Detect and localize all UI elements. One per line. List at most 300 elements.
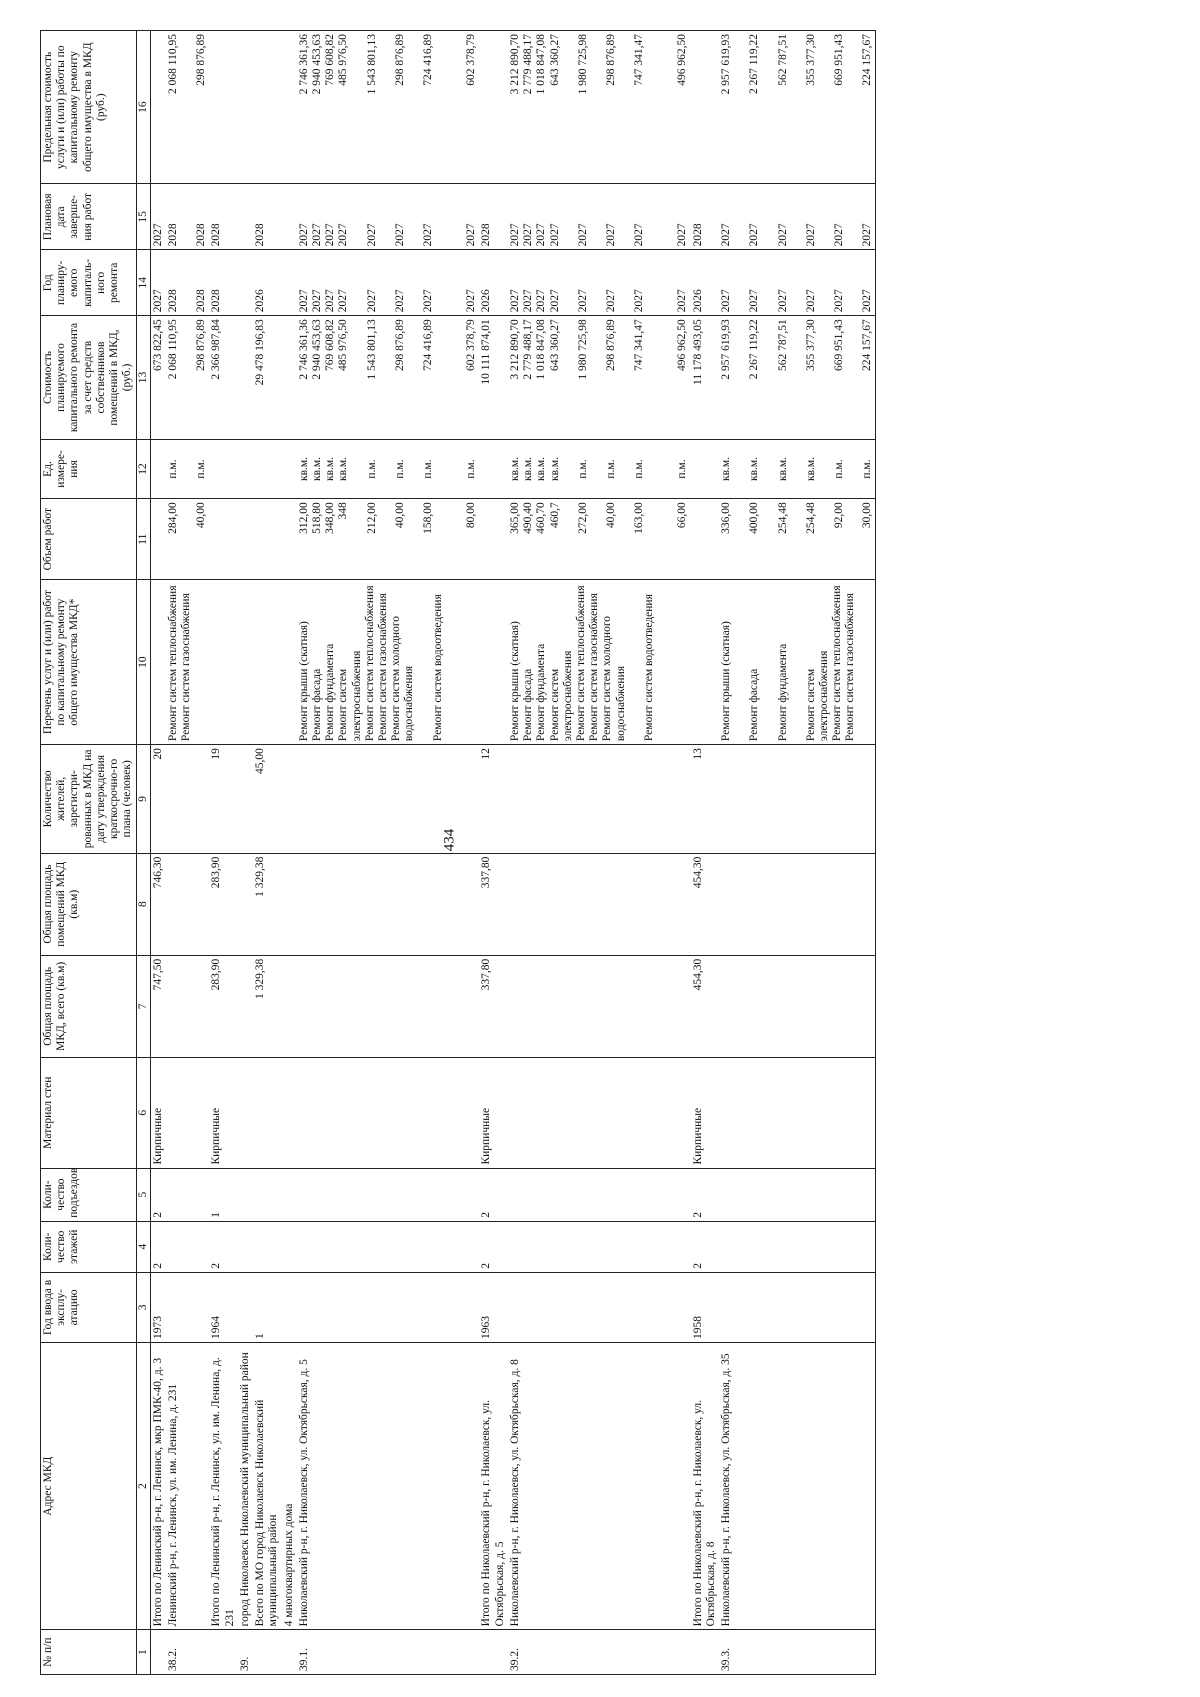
work-item: Ремонт фундамента	[535, 643, 548, 742]
max-cost-item: 485 976,50	[337, 34, 350, 86]
cost-item: 2 940 453,63	[310, 319, 323, 380]
date-item: 2028	[166, 223, 179, 247]
address-cell: Итого по Николаевский р-н, г. Николаевск, ул. Октябрьская, д. 8	[691, 1343, 719, 1630]
header-cell: Плановая дата заверше-ния работ	[41, 184, 137, 250]
max-cost-item: 1 980 725,98	[576, 34, 589, 95]
volume-item: 40,00	[393, 502, 406, 529]
work-item: Ремонт систем водоотведения	[431, 594, 444, 742]
row-number: 38.2.	[166, 1630, 209, 1675]
premises-area-cell	[719, 853, 876, 955]
date-item: 2027	[393, 223, 406, 247]
works-cell	[508, 580, 691, 745]
year-item: 2027	[776, 289, 789, 313]
entrances-cell: 2	[691, 1168, 719, 1221]
works-cell	[209, 580, 237, 745]
work-item: Ремонт систем теплоснабжения	[363, 585, 376, 742]
max-cost-item: 298 876,89	[195, 34, 208, 86]
premises-area-cell	[166, 853, 209, 955]
cost-item: 643 360,27	[548, 319, 561, 372]
total-row	[691, 31, 719, 1675]
max-cost-cell	[297, 31, 480, 184]
row-number	[150, 1630, 166, 1675]
date-item: 2027	[337, 223, 350, 247]
completion-date-cell	[508, 184, 691, 250]
repair-year-cell: 2026	[479, 250, 507, 316]
header-cell: Коли-чество этажей	[41, 1221, 137, 1272]
premises-area-cell: 746,30	[150, 853, 166, 955]
column-number: 11	[136, 499, 150, 580]
total-area-cell	[508, 955, 691, 1057]
max-cost-cell	[253, 31, 281, 184]
floors-cell: 2	[209, 1221, 237, 1272]
volume-item: 254,48	[776, 502, 789, 534]
header-cell: Стоимость планируемого капитального ремонта за счет средств собственников помещений в МКД, (руб.)	[41, 316, 137, 439]
column-number: 10	[136, 580, 150, 745]
wall-material-cell	[508, 1057, 691, 1168]
floors-cell	[508, 1221, 691, 1272]
wall-material-cell: Кирпичные	[209, 1057, 237, 1168]
unit-item: п.м.	[861, 459, 874, 479]
work-item: Ремонт фасада	[310, 668, 323, 742]
date-item: 2027	[297, 223, 310, 247]
max-cost-cell	[719, 31, 876, 184]
work-item: Ремонт систем теплоснабжения	[166, 585, 179, 742]
year-item: 2027	[605, 289, 617, 313]
address-cell: город Николаевск Николаевский муниципальный район	[238, 1343, 253, 1630]
works-cell	[719, 580, 876, 745]
wall-material-cell: Кирпичные	[691, 1057, 719, 1168]
total-row	[479, 31, 507, 1675]
residents-cell	[508, 745, 691, 854]
volume-item: 336,00	[720, 502, 733, 534]
work-item: Ремонт систем теплоснабжения	[575, 585, 587, 742]
volume-item: 518,80	[310, 502, 323, 534]
column-number: 3	[136, 1272, 150, 1342]
date-item: 2027	[324, 223, 337, 247]
year-item: 2027	[804, 289, 817, 313]
cost-item: 2 068 110,95	[166, 319, 179, 380]
header-cell: Год ввода в эксплу-атацию	[41, 1272, 137, 1342]
year-item: 2027	[576, 289, 589, 313]
cost-item: 562 787,51	[776, 319, 789, 372]
column-number: 2	[136, 1343, 150, 1630]
works-cell	[479, 580, 507, 745]
cost-item: 2 746 361,36	[297, 319, 310, 380]
date-item: 2027	[365, 223, 378, 247]
column-number: 9	[136, 745, 150, 854]
repair-year-cell: 2027	[150, 250, 166, 316]
unit-item: кв.м.	[548, 456, 561, 482]
work-item: Ремонт фундамента	[776, 643, 789, 742]
year-item: 2027	[720, 289, 733, 313]
cost-cell: 10 111 874,01	[479, 316, 507, 439]
date-item: 2028	[195, 223, 208, 247]
cost-item: 355 377,30	[804, 319, 817, 372]
building-row	[508, 31, 691, 1675]
cost-item: 298 876,89	[393, 319, 406, 372]
cost-item: 3 212 890,70	[508, 319, 521, 380]
row-number	[691, 1630, 719, 1675]
year-built-cell	[508, 1272, 691, 1342]
year-built-cell	[297, 1272, 480, 1342]
year-item: 2027	[324, 289, 337, 313]
column-number: 15	[136, 184, 150, 250]
year-item: 2027	[393, 289, 406, 313]
work-item: Ремонт систем теплоснабжения	[831, 585, 844, 742]
repair-plan-table	[40, 30, 876, 1675]
unit-item: п.м.	[605, 459, 617, 479]
unit-item: п.м.	[832, 459, 845, 479]
max-cost-item: 2 267 119,22	[748, 34, 761, 94]
premises-area-cell	[297, 853, 480, 955]
cost-cell	[719, 316, 876, 439]
volume-item: 40,00	[195, 502, 208, 529]
cost-cell: 11 178 493,05	[691, 316, 719, 439]
work-item: Ремонт систем холодного водоснабжения	[390, 615, 416, 742]
max-cost-cell	[508, 31, 691, 184]
floors-cell	[253, 1221, 281, 1272]
max-cost-item: 3 212 890,70	[508, 34, 521, 95]
unit-item: п.м.	[195, 459, 208, 479]
row-number	[479, 1630, 507, 1675]
date-item: 2027	[522, 223, 535, 247]
column-number: 16	[136, 31, 150, 184]
wall-material-cell	[719, 1057, 876, 1168]
unit-cell	[479, 439, 507, 499]
year-built-cell	[166, 1272, 209, 1342]
max-cost-item: 2 068 110,95	[166, 34, 179, 94]
volume-cell	[209, 499, 237, 580]
works-cell	[691, 580, 719, 745]
date-item: 2027	[535, 223, 548, 247]
column-number: 8	[136, 853, 150, 955]
unit-item: п.м.	[166, 459, 179, 479]
volume-item: 80,00	[465, 502, 478, 529]
date-item: 2027	[508, 223, 521, 247]
max-cost-item: 298 876,89	[605, 34, 617, 86]
wall-material-cell: Кирпичные	[150, 1057, 166, 1168]
floors-cell: 2	[150, 1221, 166, 1272]
page-number: 434	[441, 828, 458, 852]
work-item: Ремонт крыши (скатная)	[508, 621, 521, 742]
repair-year-cell: 2026	[691, 250, 719, 316]
residents-cell: 19	[209, 745, 237, 854]
row-number: 39.1.	[297, 1630, 480, 1675]
work-item: Ремонт фасада	[748, 668, 761, 742]
row-number	[282, 1630, 297, 1675]
floors-cell: 2	[479, 1221, 507, 1272]
column-number: 14	[136, 250, 150, 316]
year-item: 2027	[508, 289, 521, 313]
cost-item: 224 157,67	[861, 319, 874, 372]
max-cost-cell	[150, 31, 166, 184]
building-row	[297, 31, 480, 1675]
volume-item: 30,00	[861, 502, 874, 529]
year-item: 2027	[310, 289, 323, 313]
repair-year-cell: 2026	[253, 250, 281, 316]
unit-item: п.м.	[422, 459, 435, 479]
work-item: Ремонт фасада	[522, 668, 535, 742]
max-cost-item: 224 157,67	[861, 34, 874, 86]
completion-date-cell: 2028	[209, 184, 237, 250]
building-count-row	[282, 31, 297, 1675]
total-area-cell: 747,50	[150, 955, 166, 1057]
cost-item: 724 416,89	[422, 319, 435, 372]
year-item: 2027	[861, 289, 874, 313]
address-cell: Николаевский р-н, г. Николаевск, ул. Октябрьская, д. 8	[508, 1343, 691, 1630]
unit-item: п.м.	[365, 459, 378, 479]
volume-item: 365,00	[508, 502, 521, 534]
residents-cell: 13	[691, 745, 719, 854]
volume-cell	[691, 499, 719, 580]
year-item: 2027	[548, 289, 561, 313]
volume-item: 284,00	[166, 502, 179, 534]
max-cost-cell	[166, 31, 209, 184]
max-cost-item: 643 360,27	[548, 34, 561, 86]
cost-item: 2 267 119,22	[748, 319, 761, 380]
max-cost-cell	[691, 31, 719, 184]
work-item: Ремонт систем холодного водоснабжения	[601, 615, 627, 742]
cost-item: 1 543 801,13	[365, 319, 378, 380]
volume-cell	[297, 499, 480, 580]
cost-item: 1 980 725,98	[576, 319, 589, 380]
volume-cell	[253, 499, 281, 580]
year-built-cell: 1964	[209, 1272, 237, 1342]
volume-item: 460,7	[548, 502, 561, 529]
wall-material-cell	[297, 1057, 480, 1168]
municipality-total-row	[253, 31, 281, 1675]
year-item: 2027	[748, 289, 761, 313]
address-cell: Ленинский р-н, г. Ленинск, ул. им. Ленина, д. 231	[166, 1343, 209, 1630]
total-area-cell: 454,30	[691, 955, 719, 1057]
cost-item: 769 608,82	[324, 319, 337, 372]
volume-item: 212,00	[365, 502, 378, 534]
header-cell: Общая площадь помещений МКД (кв.м)	[41, 853, 137, 955]
unit-item: кв.м.	[522, 456, 535, 482]
row-number	[209, 1630, 237, 1675]
year-item: 2028	[166, 289, 179, 313]
work-item: Ремонт систем газоснабжения	[588, 593, 601, 742]
floors-cell	[166, 1221, 209, 1272]
residents-cell	[297, 745, 480, 854]
address-cell: Николаевский р-н, г. Николаевск, ул. Октябрьская, д. 5	[297, 1343, 480, 1630]
cost-item: 496 962,50	[676, 319, 689, 372]
volume-item: 163,00	[633, 502, 646, 534]
unit-item: п.м.	[393, 459, 406, 479]
entrances-cell: 2	[150, 1168, 166, 1221]
volume-item: 254,48	[804, 502, 817, 534]
unit-item: кв.м.	[508, 456, 521, 482]
header-cell: Коли-чество подъездов	[41, 1168, 137, 1221]
unit-item: п.м.	[676, 459, 689, 479]
entrances-cell	[508, 1168, 691, 1221]
work-item: Ремонт систем электроснабжения	[804, 650, 830, 742]
date-item: 2027	[422, 223, 435, 247]
address-cell: Итого по Ленинский р-н, г. Ленинск, ул. им. Ленина, д. 231	[209, 1343, 237, 1630]
entrances-cell	[253, 1168, 281, 1221]
year-item: 2027	[365, 289, 378, 313]
works-cell	[253, 580, 281, 745]
max-cost-item: 602 378,79	[465, 34, 478, 86]
total-row	[209, 31, 237, 1675]
unit-item: кв.м.	[324, 456, 337, 482]
date-item: 2027	[804, 223, 817, 247]
unit-item: кв.м.	[720, 456, 733, 482]
header-cell: Год планиру-емого капиталь-ного ремонта	[41, 250, 137, 316]
header-cell: Ед. измере-ния	[41, 439, 137, 499]
work-item: Ремонт систем электроснабжения	[337, 650, 363, 742]
total-area-cell: 1 329,38	[253, 955, 281, 1057]
entrances-cell	[297, 1168, 480, 1221]
volume-item: 348	[337, 502, 350, 520]
address-cell: Всего по МО город Николаевск Николаевский муниципальный район	[253, 1343, 281, 1630]
header-cell: Перечень услуг и (или) работ по капитальному ремонту общего имущества МКД*	[41, 580, 137, 745]
year-built-cell: 1963	[479, 1272, 507, 1342]
unit-item: кв.м.	[535, 456, 548, 482]
cost-item: 485 976,50	[337, 319, 350, 372]
residents-cell: 12	[479, 745, 507, 854]
work-item: Ремонт систем водоотведения	[642, 594, 655, 742]
unit-cell	[719, 439, 876, 499]
header-cell: Объем работ	[41, 499, 137, 580]
date-item: 2027	[720, 223, 733, 247]
date-item: 2027	[310, 223, 323, 247]
year-item: 2027	[535, 289, 548, 313]
unit-cell	[508, 439, 691, 499]
unit-item: кв.м.	[804, 456, 817, 482]
floors-cell: 2	[691, 1221, 719, 1272]
total-area-cell	[297, 955, 480, 1057]
max-cost-item: 747 341,47	[633, 34, 646, 86]
volume-item: 312,00	[297, 502, 310, 534]
address-cell: Итого по Ленинский р-н, г. Ленинск, мкр ПМК-40, д. 3	[150, 1343, 166, 1630]
premises-area-cell: 337,80	[479, 853, 507, 955]
unit-item: кв.м.	[748, 456, 761, 482]
volume-item: 66,00	[676, 502, 689, 529]
wall-material-cell	[166, 1057, 209, 1168]
date-item: 2027	[633, 223, 646, 247]
works-cell	[166, 580, 209, 745]
repair-year-cell	[719, 250, 876, 316]
year-item: 2027	[832, 289, 845, 313]
cost-cell	[508, 316, 691, 439]
cost-cell: 2 366 987,84	[209, 316, 237, 439]
unit-item: кв.м.	[337, 456, 350, 482]
building-row	[166, 31, 209, 1675]
column-number: 4	[136, 1221, 150, 1272]
max-cost-item: 1 018 847,08	[535, 34, 548, 95]
cost-item: 602 378,79	[465, 319, 478, 372]
header-cell: Общая площадь МКД, всего (кв.м)	[41, 955, 137, 1057]
address-cell: 4 многоквартирных дома	[282, 1343, 297, 1630]
volume-cell	[508, 499, 691, 580]
header-cell: № п/п	[41, 1630, 137, 1675]
completion-date-cell: 2028	[253, 184, 281, 250]
date-item: 2027	[776, 223, 789, 247]
municipality-row	[238, 31, 253, 1675]
row-number: 39.3.	[719, 1630, 876, 1675]
total-area-cell: 337,80	[479, 955, 507, 1057]
year-item: 2027	[337, 289, 350, 313]
header-cell: Материал стен	[41, 1057, 137, 1168]
unit-cell	[253, 439, 281, 499]
repair-year-cell	[508, 250, 691, 316]
completion-date-cell	[297, 184, 480, 250]
date-item: 2027	[465, 223, 478, 247]
max-cost-item: 496 962,50	[676, 34, 689, 86]
completion-date-cell	[166, 184, 209, 250]
cost-item: 2 957 619,93	[720, 319, 733, 380]
date-item: 2027	[576, 223, 589, 247]
cost-cell: 673 822,45	[150, 316, 166, 439]
work-item: Ремонт систем электроснабжения	[548, 650, 574, 742]
unit-item: п.м.	[633, 459, 646, 479]
volume-cell	[166, 499, 209, 580]
total-row	[150, 31, 166, 1675]
completion-date-cell: 2027	[150, 184, 166, 250]
column-number: 12	[136, 439, 150, 499]
work-item: Ремонт систем газоснабжения	[844, 593, 857, 742]
max-cost-cell	[479, 31, 507, 184]
volume-item: 40,00	[605, 502, 617, 529]
volume-cell	[150, 499, 166, 580]
premises-area-cell	[508, 853, 691, 955]
year-item: 2028	[195, 289, 208, 313]
entrances-cell	[166, 1168, 209, 1221]
work-item: Ремонт крыши (скатная)	[297, 621, 310, 742]
address-cell: Итого по Николаевский р-н, г. Николаевск, ул. Октябрьская, д. 5	[479, 1343, 507, 1630]
year-built-cell: 1973	[150, 1272, 166, 1342]
row-number: 39.	[238, 1630, 253, 1675]
premises-area-cell: 283,90	[209, 853, 237, 955]
max-cost-item: 2 957 619,93	[720, 34, 733, 95]
volume-item: 400,00	[748, 502, 761, 534]
floors-cell	[297, 1221, 480, 1272]
unit-cell	[691, 439, 719, 499]
rotated-page	[40, 30, 1200, 1675]
unit-item: кв.м.	[776, 456, 789, 482]
premises-area-cell: 454,30	[691, 853, 719, 955]
works-cell	[297, 580, 480, 745]
year-built-cell: 1958	[691, 1272, 719, 1342]
column-number: 6	[136, 1057, 150, 1168]
max-cost-item: 2 779 488,17	[522, 34, 535, 95]
year-item: 2027	[522, 289, 535, 313]
entrances-cell: 1	[209, 1168, 237, 1221]
work-item: Ремонт систем газоснабжения	[377, 593, 390, 742]
date-item: 2027	[605, 223, 617, 247]
column-number: 5	[136, 1168, 150, 1221]
max-cost-cell	[209, 31, 237, 184]
max-cost-item: 562 787,51	[776, 34, 789, 86]
work-item: Ремонт фундамента	[324, 643, 337, 742]
work-item: Ремонт крыши (скатная)	[720, 621, 733, 742]
residents-cell	[719, 745, 876, 854]
column-number: 13	[136, 316, 150, 439]
unit-item: п.м.	[576, 459, 589, 479]
header-row	[41, 31, 137, 1675]
unit-item: п.м.	[465, 459, 478, 479]
max-cost-item: 1 543 801,13	[365, 34, 378, 95]
max-cost-item: 769 608,82	[324, 34, 337, 86]
cost-item: 2 779 488,17	[522, 319, 535, 380]
total-area-cell: 283,90	[209, 955, 237, 1057]
column-number: 1	[136, 1630, 150, 1675]
date-item: 2027	[748, 223, 761, 247]
volume-item: 460,70	[535, 502, 548, 534]
volume-cell	[479, 499, 507, 580]
total-area-cell	[719, 955, 876, 1057]
